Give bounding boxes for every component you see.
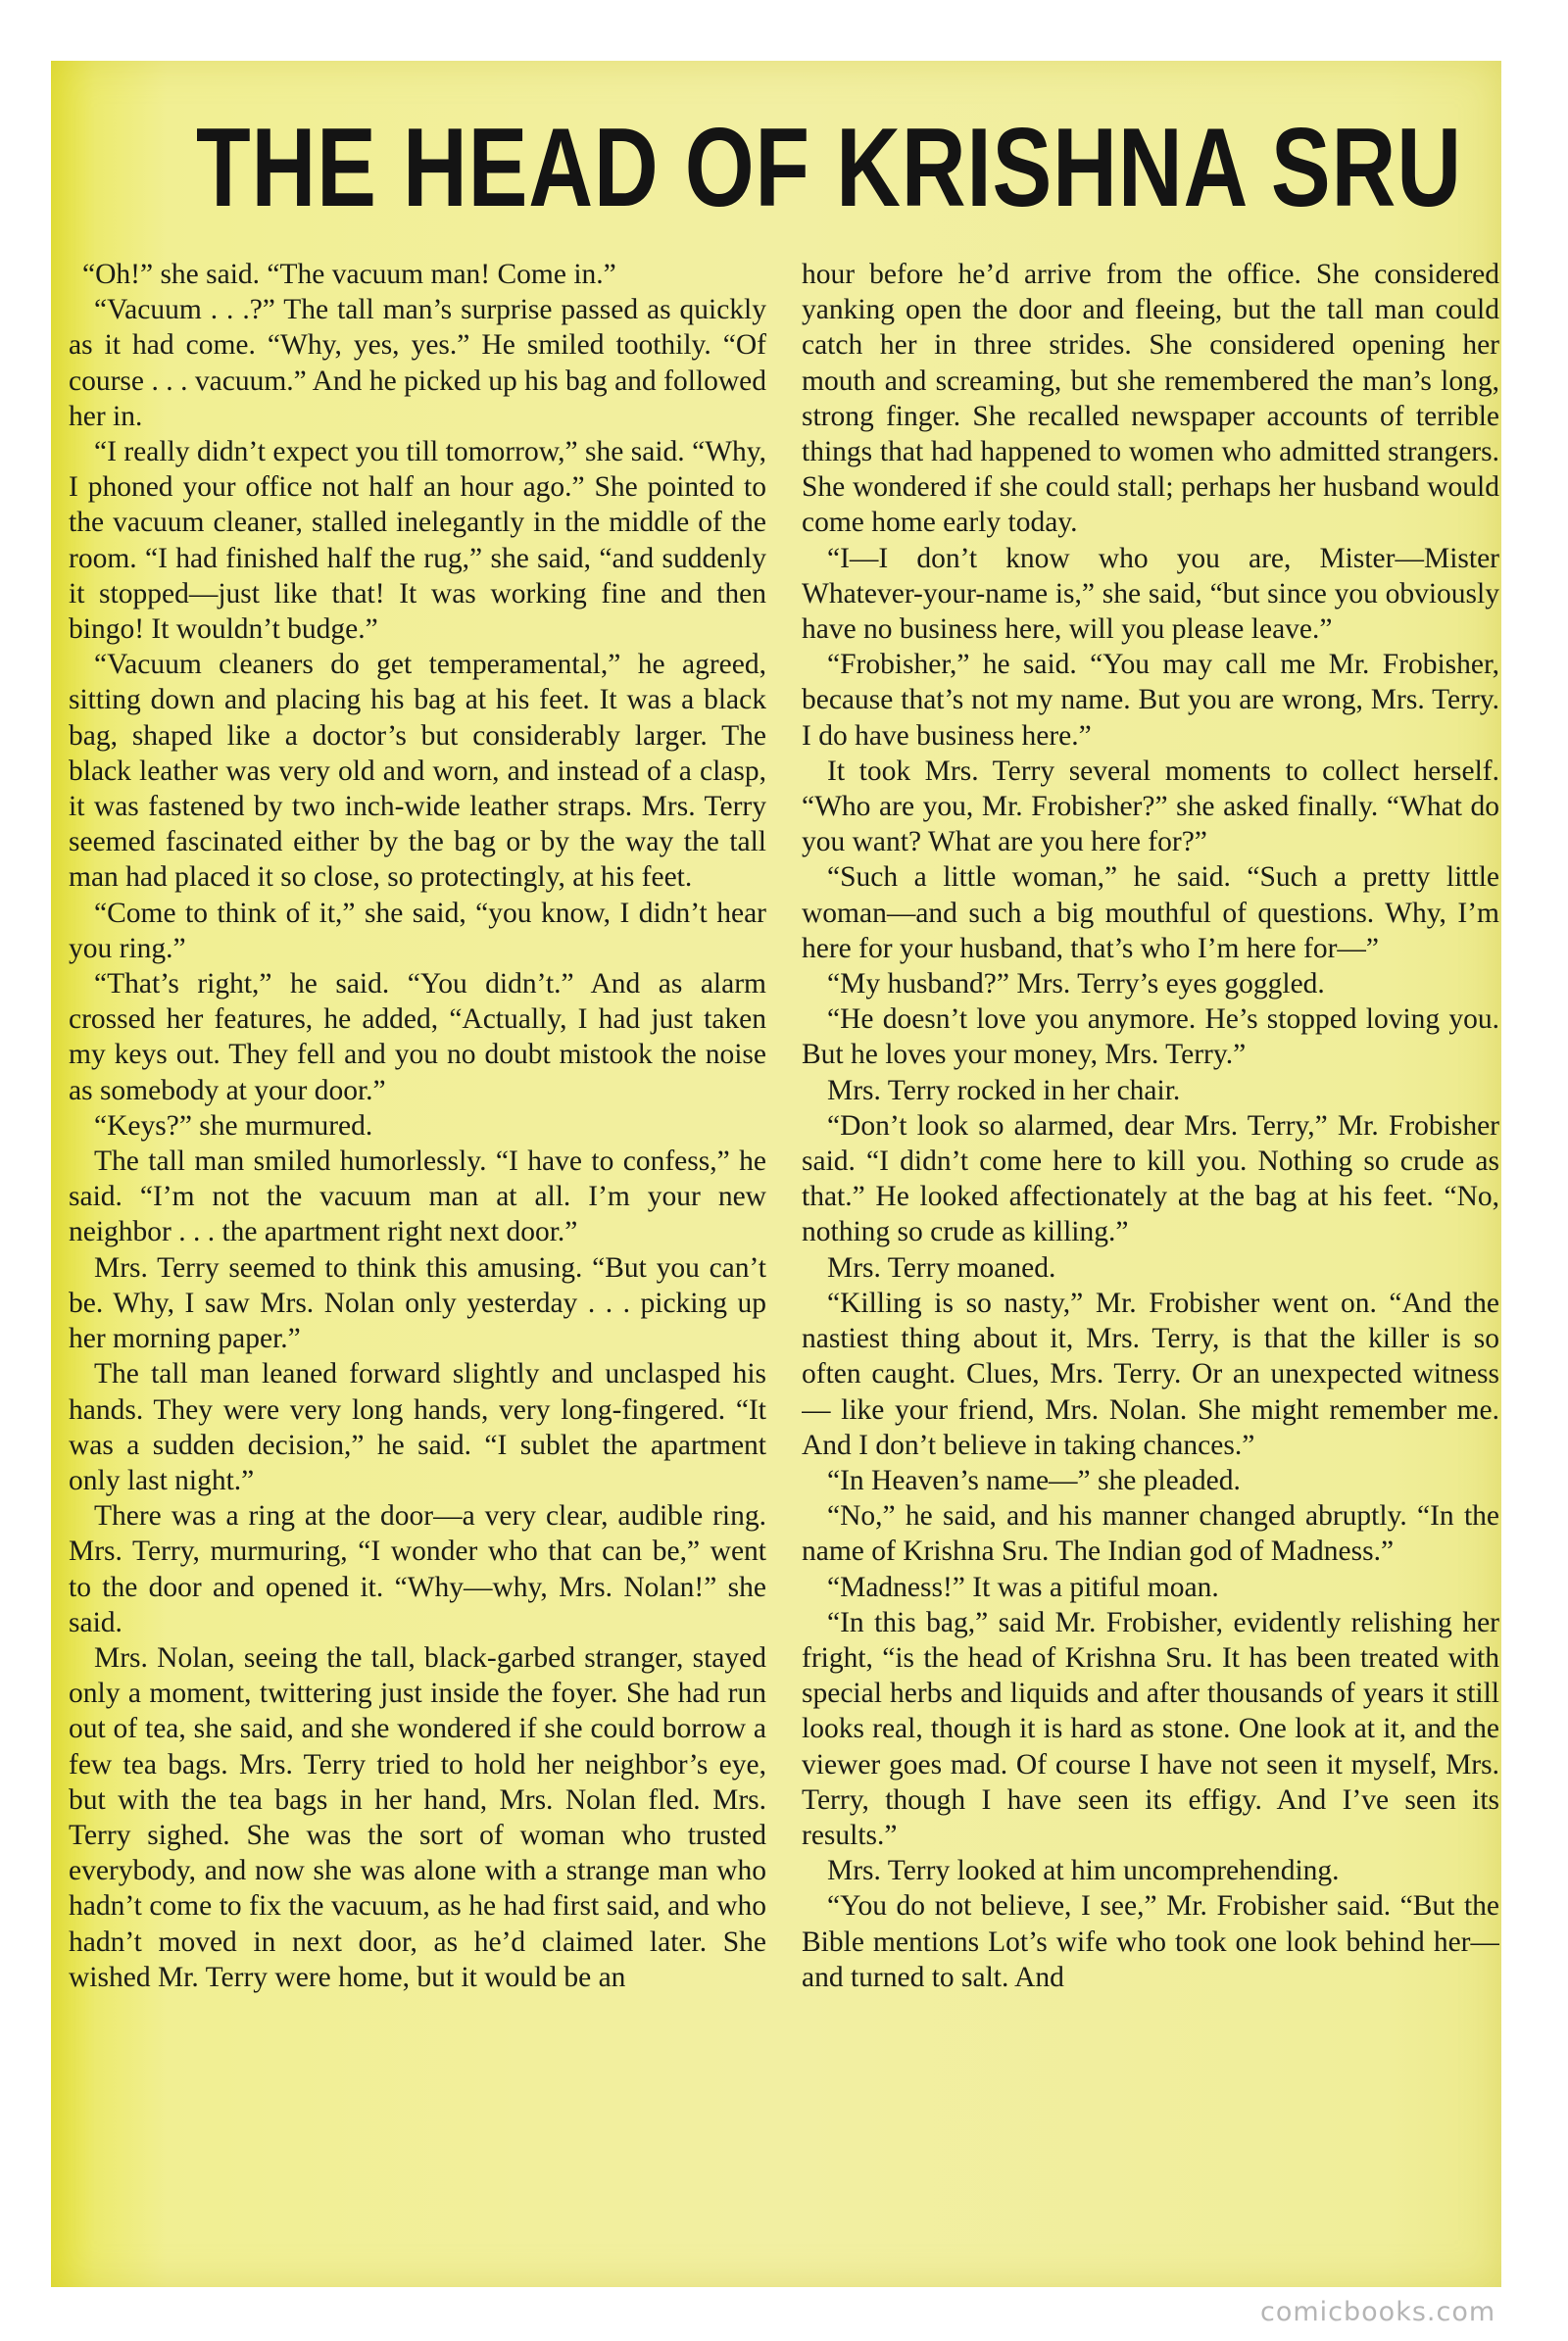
paragraph: “Killing is so nasty,” Mr. Frobisher went on. “And the nastiest thing about it, Mrs. Terry, is that the killer is so often caught. Clues, Mrs. Terry. Or an unexpected witness — like your friend, Mrs. Nolan. She might remember me. And I don’t believe in taking chances.”: [802, 1287, 1499, 1461]
paragraph: “I—I don’t know who you are, Mister—Mister Whatever-your-name is,” she said, “but since you obviously have no business here, will you please leave.”: [802, 542, 1499, 646]
paragraph: “I really didn’t expect you till tomorrow,” she said. “Why, I phoned your office not half an hour ago.” She pointed to the vacuum cleaner, stalled inelegantly in the middle of the room. “I had finished half the rug,” she said, “and suddenly it stopped—just like that! It was working fine and then bingo! It wouldn’t budge.”: [69, 436, 766, 646]
paragraph: The tall man smiled humorlessly. “I have to confess,” he said. “I’m not the vacuum man at all. I’m your new neighbor . . . the apartment right next door.”: [69, 1146, 766, 1248]
paragraph: “My husband?” Mrs. Terry’s eyes goggled.: [827, 968, 1325, 1000]
paragraph: Mrs. Terry looked at him uncomprehending.: [827, 1855, 1340, 1887]
paragraph: “Keys?” she murmured.: [94, 1109, 373, 1142]
paragraph: Mrs. Terry rocked in her chair.: [827, 1074, 1181, 1106]
paragraph: Mrs. Terry seemed to think this amusing. “But you can’t be. Why, I saw Mrs. Nolan only yesterday . . . picking up her morning paper.”: [69, 1251, 766, 1355]
paragraph: hour before he’d arrive from the office. She considered yanking open the door and fleeing, but the tall man could catch her in three strides. She considered opening her mouth and screaming, but she remembered the man’s long, strong finger. She recalled newspaper accounts of terrible things that had happened to women who admitted strangers. She wondered if she could stall; perhaps her husband would come home early today.: [802, 259, 1499, 539]
paragraph: “Don’t look so alarmed, dear Mrs. Terry,” Mr. Frobisher said. “I didn’t come here to kill you. Nothing so crude as that.” He looked affectionately at the bag at his feet. “No, nothing so crude as killing.”: [802, 1109, 1499, 1248]
paragraph: “In Heaven’s name—” she pleaded.: [827, 1464, 1241, 1496]
left-text-column: [69, 257, 766, 2275]
paragraph: “You do not believe, I see,” Mr. Frobisher said. “But the Bible mentions Lot’s wife who took one look behind her—and turned to salt. And: [802, 1890, 1499, 1993]
paragraph: Mrs. Terry moaned.: [827, 1251, 1056, 1284]
paragraph: “No,” he said, and his manner changed abruptly. “In the name of Krishna Sru. The Indian god of Madness.”: [802, 1500, 1499, 1568]
paragraph: “Such a little woman,” he said. “Such a pretty little woman—and such a big mouthful of questions. Why, I’m here for your husband, that’s who I’m here for—”: [802, 861, 1499, 964]
paragraph: “Come to think of it,” she said, “you know, I didn’t hear you ring.”: [69, 897, 766, 964]
paragraph: “Oh!” she said. “The vacuum man! Come in.”: [82, 259, 616, 290]
paragraph: There was a ring at the door—a very clear, audible ring. Mrs. Terry, murmuring, “I wonder who that can be,” went to the door and opened it. “Why—why, Mrs. Nolan!” she said.: [69, 1500, 766, 1638]
right-text-column: [802, 257, 1499, 2275]
site-watermark: comicbooks.com: [1260, 2297, 1496, 2327]
paragraph: “Madness!” It was a pitiful moan.: [827, 1571, 1219, 1603]
paragraph: “In this bag,” said Mr. Frobisher, evidently relishing her fright, “is the head of Krishna Sru. It has been treated with special herbs and liquids and after thousands of years it still looks real, though it is hard as stone. One look at it, and the viewer goes mad. Of course I have not seen it myself, Mrs. Terry, though I have seen its effigy. And I’ve seen its results.”: [802, 1606, 1499, 1851]
paragraph: “Vacuum . . .?” The tall man’s surprise passed as quickly as it had come. “Why, yes, yes.” He smiled toothily. “Of course . . . vacuum.” And he picked up his bag and followed her in.: [69, 294, 766, 432]
paragraph: “Vacuum cleaners do get temperamental,” he agreed, sitting down and placing his bag at his feet. It was a black bag, shaped like a doctor’s but considerably larger. The black leather was very old and worn, and instead of a clasp, it was fastened by two inch-wide leather straps. Mrs. Terry seemed fascinated either by the bag or by the way the tall man had placed it so close, so protectingly, at his feet.: [69, 649, 766, 894]
paragraph: Mrs. Nolan, seeing the tall, black-garbed stranger, stayed only a moment, twittering just inside the foyer. She had run out of tea, she said, and she wondered if she could borrow a few tea bags. Mrs. Terry tried to hold her neighbor’s eye, but with the tea bags in her hand, Mrs. Nolan fled. Mrs. Terry sighed. She was the sort of woman who trusted everybody, and now she was alone with a strange man who hadn’t come to fix the vacuum, as he had first said, and who hadn’t moved in next door, as he’d claimed later. She wished Mr. Terry were home, but it would be an: [69, 1641, 766, 1993]
paragraph: It took Mrs. Terry several moments to collect herself. “Who are you, Mr. Frobisher?” she asked finally. “What do you want? What are you here for?”: [802, 755, 1499, 858]
paragraph: The tall man leaned forward slightly and unclasped his hands. They were very long hands, very long-fingered. “It was a sudden decision,” he said. “I sublet the apartment only last night.”: [69, 1358, 766, 1496]
paragraph: “Frobisher,” he said. “You may call me Mr. Frobisher, because that’s not my name. But you are wrong, Mrs. Terry. I do have business here.”: [802, 649, 1499, 752]
paragraph: “That’s right,” he said. “You didn’t.” And as alarm crossed her features, he added, “Actually, I had just taken my keys out. They fell and you no doubt mistook the noise as somebody at your door.”: [69, 968, 766, 1106]
story-title: THE HEAD OF KRISHNA SRU: [196, 106, 1462, 230]
paragraph: “He doesn’t love you anymore. He’s stopped loving you. But he loves your money, Mrs. Terry.”: [802, 1003, 1499, 1071]
